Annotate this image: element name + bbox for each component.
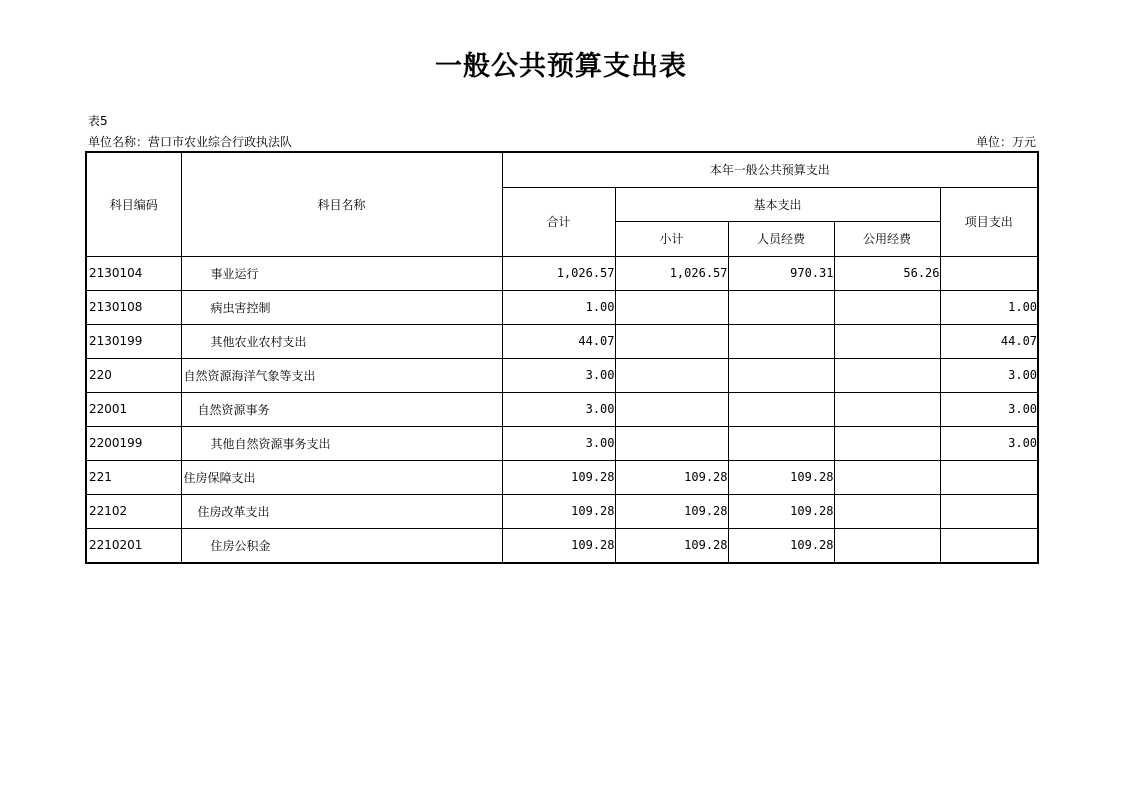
- unit-name: 单位名称：营口市农业综合行政执法队: [88, 135, 293, 149]
- cell-project: [940, 494, 1038, 528]
- cell-personnel: [728, 426, 834, 460]
- cell-personnel: [728, 324, 834, 358]
- cell-total: 109.28: [502, 494, 615, 528]
- cell-name: 病虫害控制: [181, 290, 502, 324]
- table-row: [86, 528, 1038, 563]
- table-body: [86, 256, 1038, 563]
- cell-subtotal: [615, 358, 728, 392]
- cell-public: [834, 324, 940, 358]
- cell-code: 22001: [86, 392, 181, 426]
- table-row: [86, 460, 1038, 494]
- cell-project: 44.07: [940, 324, 1038, 358]
- budget-expenditure-table: [85, 151, 1039, 564]
- cell-personnel: [728, 290, 834, 324]
- table-row: [86, 256, 1038, 290]
- header-total: 合计: [502, 187, 615, 256]
- cell-code: 221: [86, 460, 181, 494]
- cell-personnel: 109.28: [728, 460, 834, 494]
- table-row: [86, 324, 1038, 358]
- page-title: 一般公共预算支出表: [435, 51, 687, 82]
- header-public: 公用经费: [834, 221, 940, 256]
- cell-personnel: 109.28: [728, 494, 834, 528]
- cell-subtotal: 109.28: [615, 494, 728, 528]
- table-row: [86, 392, 1038, 426]
- cell-total: 1,026.57: [502, 256, 615, 290]
- cell-code: 220: [86, 358, 181, 392]
- table-row: [86, 358, 1038, 392]
- cell-project: [940, 528, 1038, 563]
- cell-total: 44.07: [502, 324, 615, 358]
- header-group: 本年一般公共预算支出: [502, 152, 1038, 187]
- table-row: [86, 494, 1038, 528]
- cell-public: [834, 460, 940, 494]
- cell-total: 109.28: [502, 460, 615, 494]
- cell-public: [834, 358, 940, 392]
- header-code: 科目编码: [86, 152, 181, 256]
- cell-subtotal: [615, 426, 728, 460]
- cell-name: 住房改革支出: [181, 494, 502, 528]
- header-name: 科目名称: [181, 152, 502, 256]
- cell-project: 3.00: [940, 392, 1038, 426]
- cell-total: 1.00: [502, 290, 615, 324]
- cell-project: 3.00: [940, 426, 1038, 460]
- cell-project: 3.00: [940, 358, 1038, 392]
- cell-personnel: 109.28: [728, 528, 834, 563]
- cell-name: 住房公积金: [181, 528, 502, 563]
- cell-name: 自然资源事务: [181, 392, 502, 426]
- table-number: 表5: [88, 114, 108, 128]
- cell-public: [834, 290, 940, 324]
- cell-subtotal: [615, 290, 728, 324]
- cell-public: [834, 528, 940, 563]
- cell-code: 22102: [86, 494, 181, 528]
- cell-subtotal: 109.28: [615, 528, 728, 563]
- cell-name: 自然资源海洋气象等支出: [181, 358, 502, 392]
- cell-subtotal: 1,026.57: [615, 256, 728, 290]
- cell-total: 3.00: [502, 426, 615, 460]
- cell-name: 住房保障支出: [181, 460, 502, 494]
- cell-public: [834, 494, 940, 528]
- currency-unit: 单位：万元: [975, 135, 1036, 149]
- cell-subtotal: [615, 392, 728, 426]
- table-row: [86, 426, 1038, 460]
- table-row: [86, 290, 1038, 324]
- cell-project: 1.00: [940, 290, 1038, 324]
- cell-code: 2130199: [86, 324, 181, 358]
- cell-code: 2130104: [86, 256, 181, 290]
- cell-total: 3.00: [502, 358, 615, 392]
- cell-code: 2200199: [86, 426, 181, 460]
- cell-subtotal: [615, 324, 728, 358]
- cell-public: [834, 426, 940, 460]
- cell-code: 2130108: [86, 290, 181, 324]
- header-project: 项目支出: [940, 187, 1038, 256]
- cell-total: 3.00: [502, 392, 615, 426]
- cell-name: 其他农业农村支出: [181, 324, 502, 358]
- cell-public: 56.26: [834, 256, 940, 290]
- cell-personnel: [728, 358, 834, 392]
- cell-personnel: 970.31: [728, 256, 834, 290]
- cell-name: 其他自然资源事务支出: [181, 426, 502, 460]
- header-subtotal: 小计: [615, 221, 728, 256]
- cell-code: 2210201: [86, 528, 181, 563]
- cell-personnel: [728, 392, 834, 426]
- cell-total: 109.28: [502, 528, 615, 563]
- cell-subtotal: 109.28: [615, 460, 728, 494]
- cell-project: [940, 460, 1038, 494]
- cell-project: [940, 256, 1038, 290]
- cell-public: [834, 392, 940, 426]
- cell-name: 事业运行: [181, 256, 502, 290]
- header-basic: 基本支出: [615, 187, 940, 221]
- header-personnel: 人员经费: [728, 221, 834, 256]
